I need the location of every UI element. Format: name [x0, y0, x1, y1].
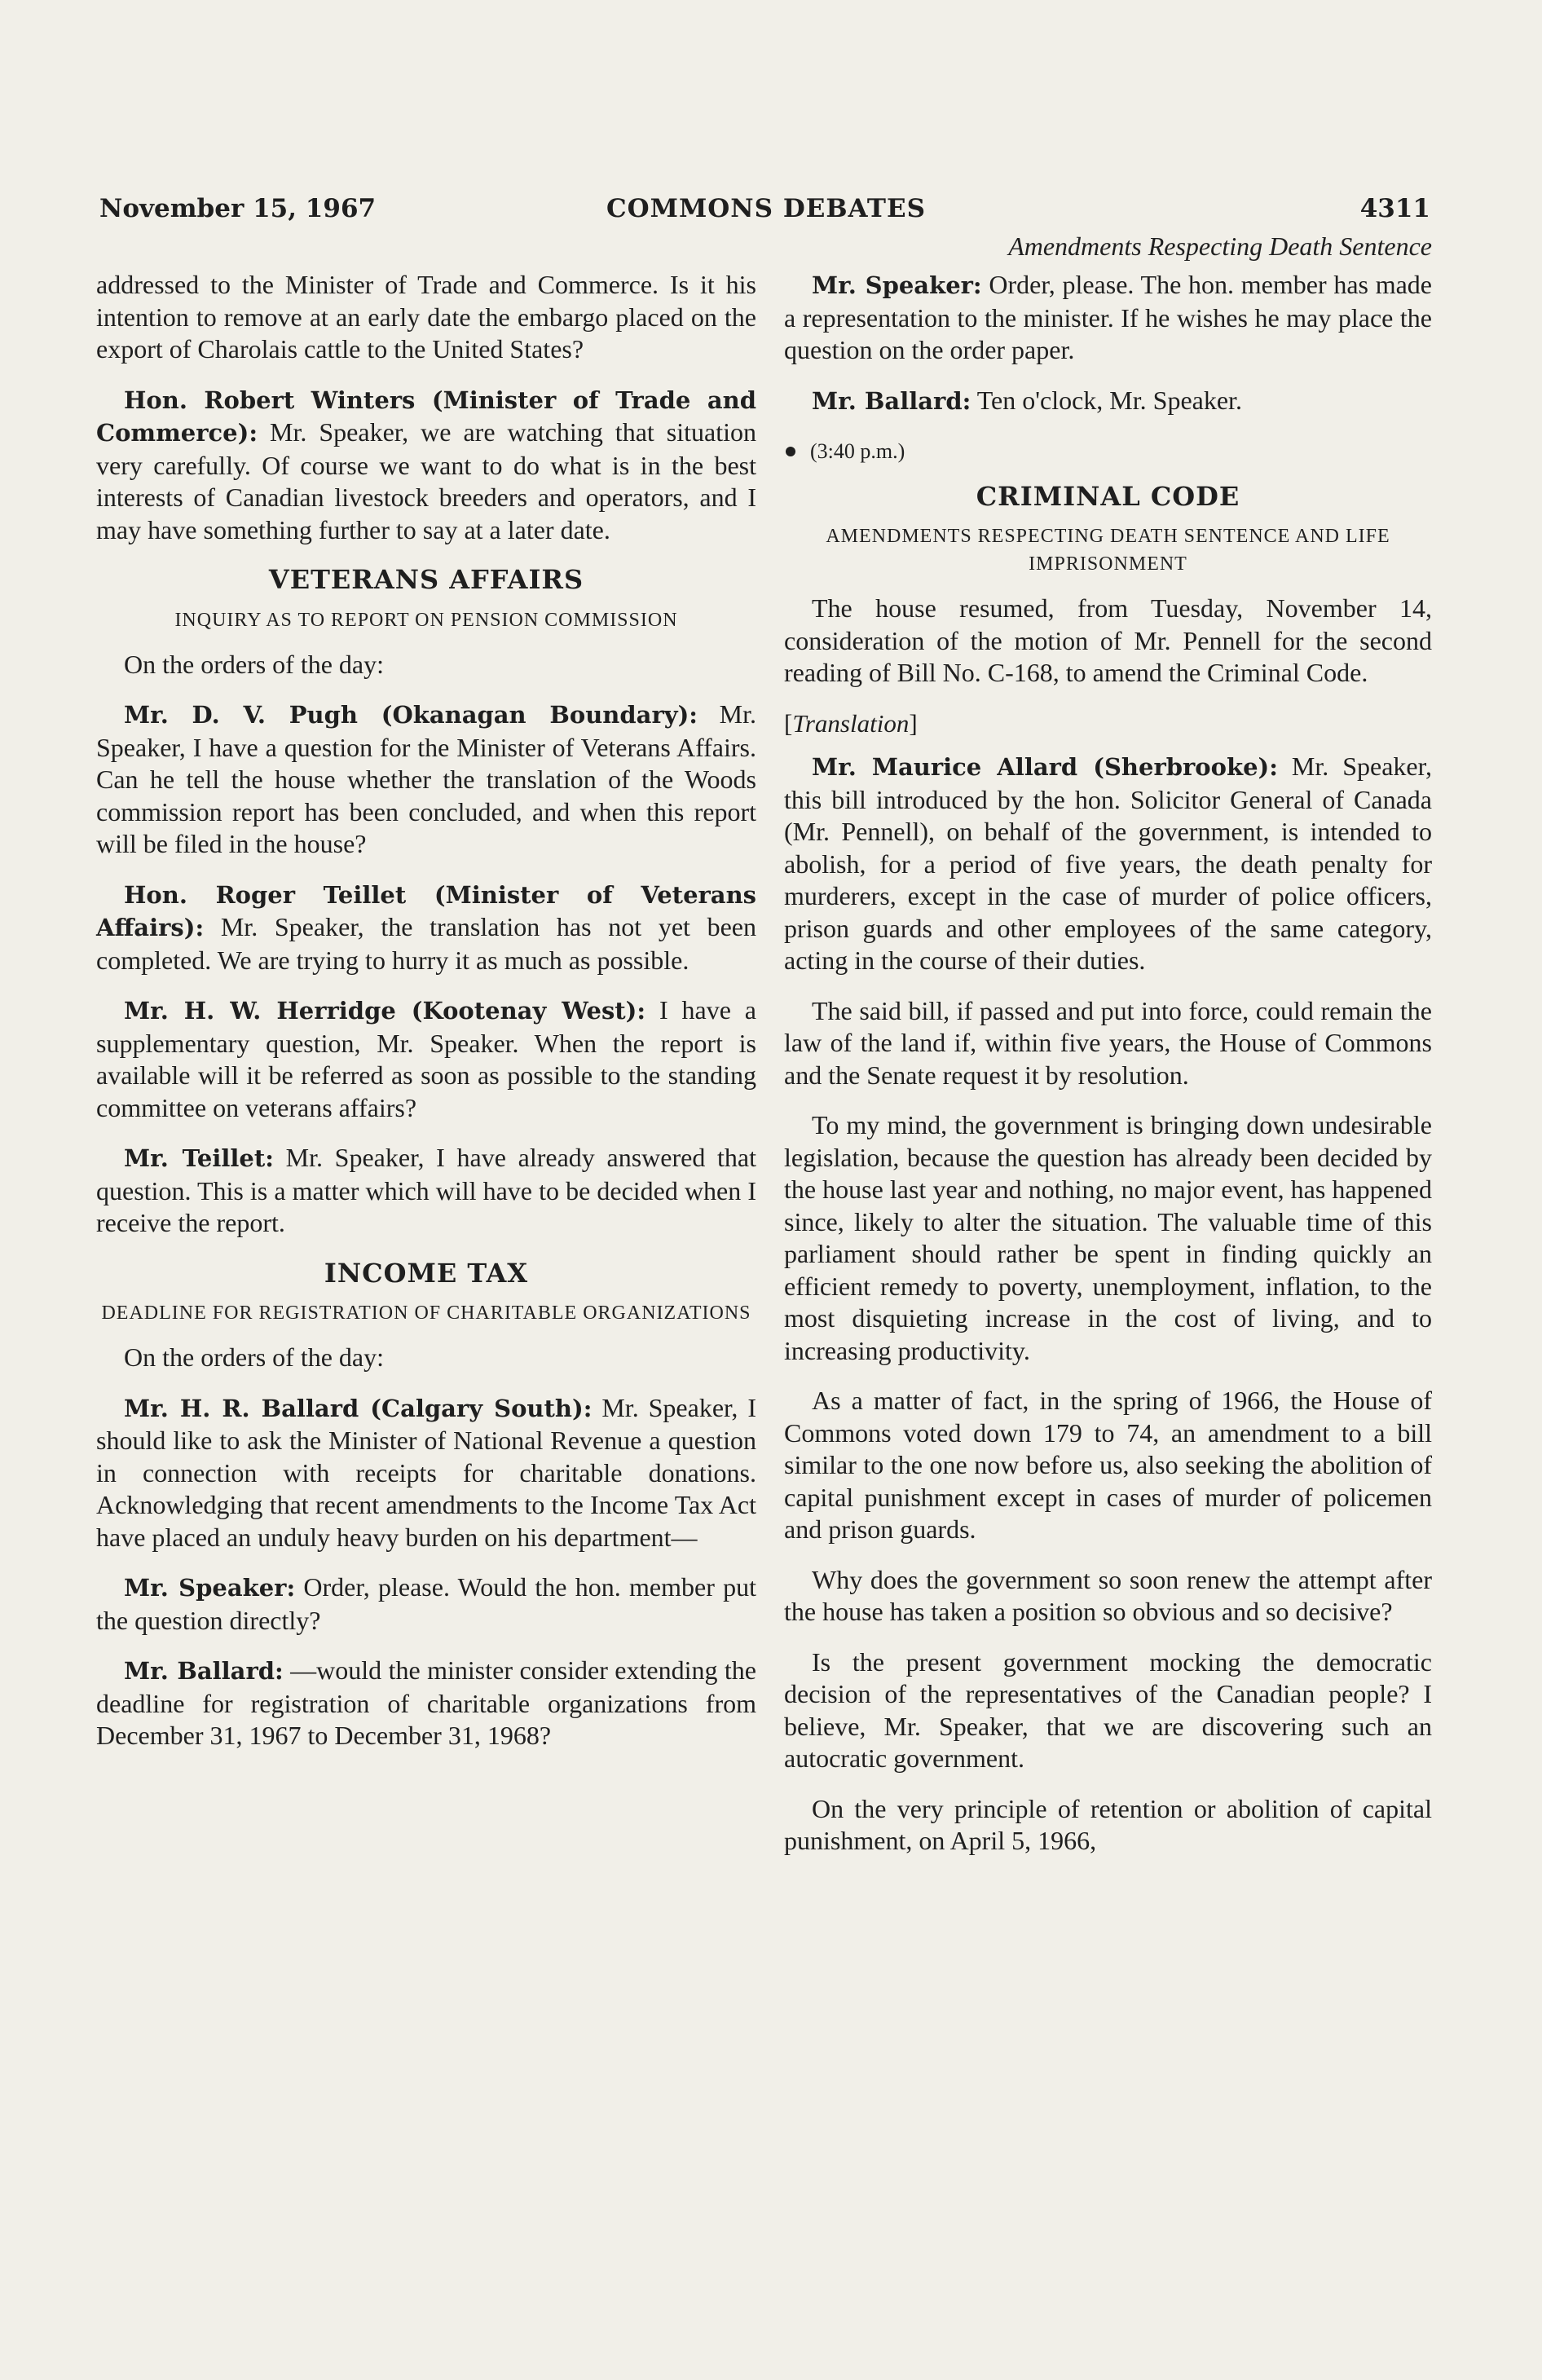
speech-text: Mr. Speaker, we are watching that situation very carefully. Of course we want to do what is in the best interests of Canadian livestock breeders and operators, and I may have something further to say at a later date.	[96, 417, 756, 544]
bullet-icon	[786, 447, 795, 456]
section-subheading: AMENDMENTS RESPECTING DEATH SENTENCE AND LIFE IMPRISONMENT	[826, 526, 1390, 575]
orders-of-day: On the orders of the day:	[124, 1342, 385, 1372]
speech-text: I have a supplementary question, Mr. Speaker. When the report is available will it be referred as soon as possible to the standing committee on veterans affairs?	[96, 995, 757, 1122]
page-number: 4311	[1359, 194, 1430, 223]
section-heading: VETERANS AFFAIRS	[268, 564, 584, 595]
speech-text: Order, please. The hon. member has made a representation to the minister. If he wishes he may place the question on the order paper.	[784, 270, 1433, 364]
speaker-name: Mr. Speaker:	[812, 271, 982, 299]
translation-label: Translation	[792, 708, 910, 738]
speech-text: Ten o'clock, Mr. Speaker.	[971, 385, 1242, 415]
section-subheading: DEADLINE FOR REGISTRATION OF CHARITABLE ORGANIZATIONS	[101, 1302, 751, 1324]
speech-text: Mr. Speaker, I should like to ask the Minister of National Revenue a question in connection with receipts for charitable donations. Acknowledging that recent amendments to the Income Tax Act have placed an unduly heavy burden on his department—	[96, 1392, 756, 1552]
running-header	[99, 194, 1430, 230]
paragraph: On the very principle of retention or abolition of capital punishment, on April 5, 1966,	[784, 1793, 1432, 1855]
time-text: (3:40 p.m.)	[810, 439, 905, 463]
paragraph: Why does the government so soon renew the attempt after the house has taken a position so obvious and so decisive?	[784, 1564, 1432, 1626]
speech-text: Mr. Speaker, I have a question for the Minister of Veterans Affairs. Can he tell the house whether the translation of the Woods commission report has been concluded, and when this report will be filed in the house?	[96, 699, 757, 858]
paragraph: To my mind, the government is bringing down undesirable legislation, because the question has already been decided by the house last year and nothing, no major event, has happened since, likely to alter the situation. The valuable time of this parliament should rather be spent in finding quickly an efficient remedy to poverty, unemployment, inflation, to the most disquieting increase in the cost of living, and to increasing productivity.	[784, 1110, 1432, 1365]
speech-paragraph	[96, 699, 756, 861]
speech-paragraph	[96, 879, 756, 977]
speech-text: Mr. Speaker, this bill introduced by the hon. Solicitor General of Canada (Mr. Pennell), on behalf of the government, is intended to abolish, for a period of five years, the death penalty for murderers, except in the case of murder of police officers, prison guards and other employees of the same category, acting in the course of their duties.	[784, 751, 1433, 975]
speech-paragraph	[96, 1571, 756, 1637]
speech-text: Order, please. Would the hon. member put the question directly?	[96, 1572, 756, 1635]
left-column	[96, 269, 756, 1770]
paragraph: Is the present government mocking the democratic decision of the representatives of the Canadian people? I believe, Mr. Speaker, that we are discovering such an autocratic government.	[784, 1646, 1432, 1773]
speech-paragraph	[784, 751, 1432, 977]
section-subhead: Amendments Respecting Death Sentence	[1008, 231, 1432, 261]
speech-paragraph	[96, 1655, 756, 1752]
speech-paragraph	[96, 994, 756, 1124]
speaker-name: Hon. Robert Winters (Minister of Trade and Commerce):	[96, 386, 756, 447]
speaker-name: Hon. Roger Teillet (Minister of Veterans Affairs):	[96, 880, 756, 941]
speaker-name: Mr. Teillet:	[124, 1144, 274, 1172]
speaker-name: Mr. H. R. Ballard (Calgary South):	[124, 1394, 593, 1422]
speaker-name: Mr. Ballard:	[124, 1657, 284, 1685]
speech-text: Mr. Speaker, the translation has not yet been completed. We are trying to hurry it as much as possible.	[96, 912, 756, 975]
paragraph: The house resumed, from Tuesday, November 14, consideration of the motion of Mr. Pennell for the second reading of Bill No. C-168, to amend the Criminal Code.	[784, 593, 1432, 687]
translation-note: [Translation]	[784, 708, 918, 738]
section-heading: CRIMINAL CODE	[976, 480, 1240, 512]
section-subheading: INQUIRY AS TO REPORT ON PENSION COMMISSION	[174, 609, 678, 631]
speech-paragraph	[784, 385, 1432, 418]
speaker-name: Mr. Speaker:	[124, 1574, 296, 1602]
speech-paragraph	[784, 269, 1432, 367]
speech-text: —would the minister consider extending the deadline for registration of charitable organizations from December 31, 1967 to December 31, 1968?	[96, 1655, 757, 1750]
speaker-name: Mr. H. W. Herridge (Kootenay West):	[124, 997, 646, 1025]
section-heading: INCOME TAX	[324, 1257, 529, 1289]
paragraph: As a matter of fact, in the spring of 1966, the House of Commons voted down 179 to 74, an amendment to a bill similar to the one now before us, also seeking the abolition of capital punishment except in cases of murder of policemen and prison guards.	[784, 1386, 1432, 1544]
right-column	[784, 269, 1432, 1875]
speech-paragraph	[96, 384, 756, 547]
orders-of-day: On the orders of the day:	[124, 649, 385, 679]
header-date: November 15, 1967	[99, 194, 377, 223]
speaker-name: Mr. Maurice Allard (Sherbrooke):	[812, 753, 1278, 781]
paragraph: addressed to the Minister of Trade and Commerce. Is it his intention to remove at an early date the embargo placed on the export of Charolais cattle to the United States?	[96, 270, 756, 364]
speech-paragraph	[96, 1392, 756, 1554]
speech-paragraph	[96, 1142, 756, 1240]
speech-text: Mr. Speaker, I have already answered that question. This is a matter which will have to be decided when I receive the report.	[96, 1143, 756, 1237]
header-publication-title: COMMONS DEBATES	[606, 194, 926, 223]
paragraph: The said bill, if passed and put into force, could remain the law of the land if, within five years, the House of Commons and the Senate request it by resolution.	[784, 995, 1432, 1090]
time-stamp	[784, 435, 1432, 468]
speaker-name: Mr. D. V. Pugh (Okanagan Boundary):	[124, 701, 698, 729]
speaker-name: Mr. Ballard:	[812, 386, 971, 415]
